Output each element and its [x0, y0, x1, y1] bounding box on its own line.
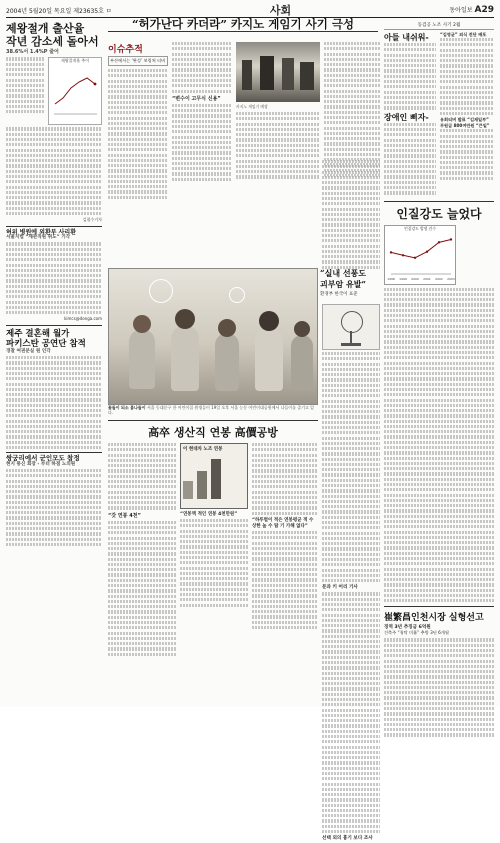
center-bottom-sub2: “연봉액 적인 연봉 4천만원”: [180, 512, 238, 517]
left-email: kimcs@donga.com: [64, 316, 102, 322]
left-column: [6, 22, 102, 548]
left-headline-c: 제주 결혼해 월가: [6, 328, 70, 339]
line-chart: [49, 64, 101, 122]
right-column: [384, 22, 494, 739]
center-bottom-headline: 高卒 생산직 연봉 高價공방: [148, 426, 278, 439]
chart-tick-label: 2001: [423, 276, 431, 281]
chart-point: [414, 256, 416, 258]
right-chart-box: [384, 225, 456, 285]
chart-tick-label: 1999: [399, 276, 407, 281]
issue-date: 2004년 5월20일 목요일 제23635호 ㅁ: [6, 7, 112, 15]
feature-sub: 환경부 한국이 표준: [320, 292, 358, 297]
chart-tick-label: 2002: [435, 276, 443, 281]
right-line-chart: [385, 232, 455, 282]
right-headline: 인질강도 늘었다: [396, 206, 482, 221]
mid-right-col: [322, 160, 380, 271]
issue-tag-box: [108, 42, 168, 201]
center-headline-wrap: [108, 17, 378, 32]
casino-photo: [236, 42, 320, 102]
right-chart-title: 인질강도 발생 건수: [404, 225, 436, 231]
chart-point: [94, 82, 97, 85]
right-bottom-sub2: 건축주 “청탁 미흡” 추방 3년 6개월: [384, 630, 449, 636]
chart-tick-label: 1998: [387, 276, 395, 281]
left-subhead: 38.6%서 1.4%P 줄어: [6, 49, 59, 55]
paper-name: 동아일보: [449, 7, 473, 14]
right-box3-title: 유회티버 발표 “김재일부”: [440, 117, 489, 123]
salary-box-label: 이 현대차 노조 연봉: [183, 447, 223, 452]
chart-tick-label: 2003: [447, 276, 455, 281]
feature-title: “실내 선풍도: [320, 268, 367, 278]
center-top: [108, 17, 378, 32]
left-subhead-c: 경찰 여권분실 원 인각: [6, 348, 51, 354]
chart-point: [438, 241, 440, 243]
kids-photo-text: 서울 동대문구 한 어린이집 원생들이 19일 오후 서울 능동 어린이대공원에서 나들이를 즐기고 있다.: [108, 405, 315, 415]
mid-right-feature: [236, 268, 380, 297]
chart-point: [426, 250, 428, 252]
chart-point: [402, 254, 404, 256]
right-bottom-sub: 징역 3년 추징금 6억원: [384, 625, 431, 631]
feature-title-2: 괴부암 유발”: [320, 279, 367, 289]
center-bottom-sub1: “갓 연봉 4천”: [108, 512, 141, 519]
chart-line: [55, 78, 95, 104]
chart-tick-label: 2000: [411, 276, 419, 281]
chart-point: [450, 238, 452, 240]
pull-quote: “변수이 고무식 신용”: [172, 95, 221, 102]
right-box2-title: 장애인 삐자-: [384, 111, 429, 122]
csection-chart: [48, 57, 102, 125]
right-box1-title: 아들 내쉬워-: [384, 32, 429, 42]
center-bottom-sub3: “하루벌이 적은 연봉평균 적 수 상한 높 수 탑 기 가해 없다”: [252, 517, 314, 529]
issue-subhead: 부산에서는 ‘완성’ 보링쳐 티버: [108, 56, 168, 66]
mid-right-lower: [322, 352, 380, 843]
right-bottom-headline: 崔繁昌인천시장 실형선고: [384, 613, 484, 624]
left-subhead-d: 현지 통신 회장 - 부터 하점 노의원: [6, 461, 76, 467]
mid-right-small-head: 문과 키 어리 기사: [322, 585, 358, 591]
page-number: A29: [474, 5, 494, 15]
salary-box: [180, 443, 248, 509]
kids-photo-caption: [108, 405, 316, 415]
left-headline-b: 허위 병원에 외환부 사리환: [6, 228, 77, 236]
casino-photo-caption: 카지노 게임기 매장: [236, 104, 268, 109]
chart-series-line: [391, 239, 451, 257]
center-bottom: [108, 420, 318, 658]
page-header: [6, 3, 494, 18]
left-byline: 김철수기자: [82, 217, 102, 223]
kids-photo-label: 꽃들이 되소 봄나들이: [108, 405, 146, 410]
issue-tag: 이슈추적: [108, 45, 143, 55]
left-headline: 제왕절개 출산율: [6, 22, 85, 35]
right-box3-sub: 무원급 800여만원 “큰일”: [440, 123, 490, 129]
mid-right-small-head-2: 선택 외의 흉기 보다 조사: [322, 836, 373, 842]
right-top-label: 동검공 노조 사기 2월: [384, 22, 494, 30]
center-col-b: [172, 42, 232, 183]
section-title: 사회: [269, 4, 292, 17]
left-subhead-b: 서울지법 “세관직원 위도” 기각: [6, 235, 71, 240]
chart-title: 제왕절개율 추이: [60, 58, 90, 64]
left-headline-2: 작년 감소세 돌아서: [6, 35, 99, 48]
fan-illustration: [322, 304, 380, 350]
left-headline-c2: 파키스탄 공연단 참적: [6, 338, 86, 349]
left-headline-d: 쌍궁리에서 군인모도 참정: [6, 454, 80, 463]
chart-point: [390, 251, 392, 253]
right-box1-sub: “김영균” 외식 전단 배포: [440, 32, 487, 37]
mid-text-col: [324, 42, 380, 179]
center-headline: “허가난다 카더라” 카지노 게임기 사기 극성: [131, 17, 355, 31]
